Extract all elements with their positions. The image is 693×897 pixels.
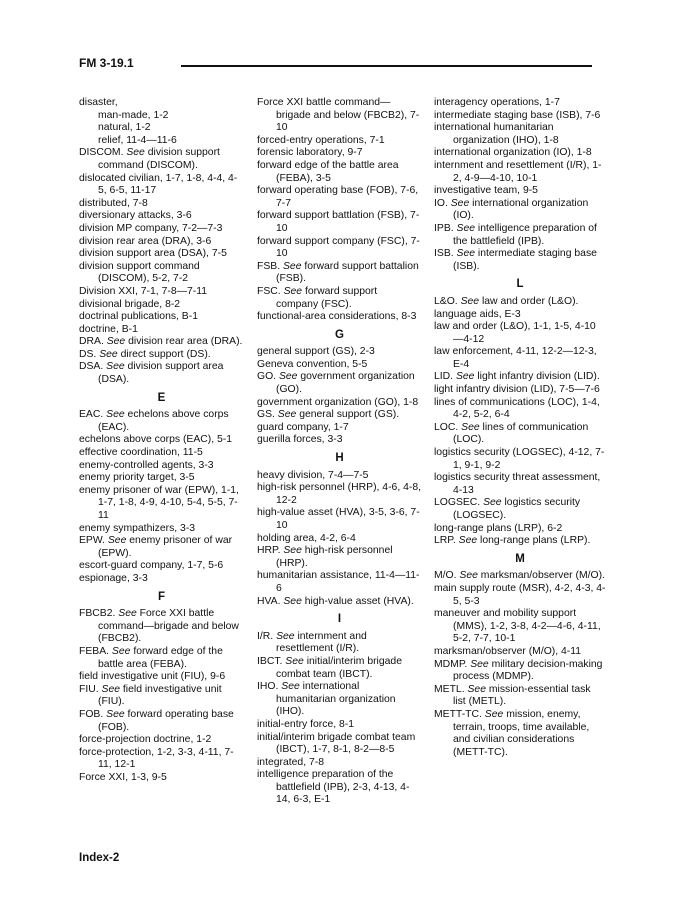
- cross-reference-entry: [79, 147, 244, 172]
- see-target: marksman/observer (M/O).: [480, 570, 605, 582]
- cross-reference-entry: [434, 223, 606, 248]
- header-rule: [181, 65, 592, 67]
- cross-reference-entry: [257, 656, 422, 681]
- see-target: high-value asset (HVA).: [304, 595, 414, 607]
- see-target: field investigative unit (FIU).: [98, 683, 222, 708]
- index-entry: forward operating base (FOB), 7-6, 7-7: [257, 185, 419, 209]
- cross-reference-entry: [257, 409, 422, 422]
- cross-reference-entry: [257, 681, 422, 719]
- index-term: EAC.: [79, 409, 104, 421]
- index-term: FIU.: [79, 683, 99, 695]
- index-term: IBCT.: [257, 655, 283, 667]
- index-entry: Force XXI battle command—brigade and below (FBCB2), 7-10: [257, 97, 420, 134]
- index-entry: initial/interim brigade combat team (IBCT), 1-7, 8-1, 8-2—8-5: [257, 731, 416, 756]
- index-entry: law enforcement, 4-11, 12-2—12-3, E-4: [434, 346, 597, 370]
- see-label: See: [283, 260, 302, 272]
- index-entry: effective coordination, 11-5: [79, 447, 203, 459]
- index-term: DISCOM.: [79, 147, 124, 159]
- index-term: GS.: [257, 409, 275, 421]
- index-entry: diversionary attacks, 3-6: [79, 210, 192, 222]
- see-label: See: [455, 371, 475, 383]
- see-target: law and order (L&O).: [481, 295, 579, 307]
- see-label: See: [278, 371, 298, 383]
- index-entry: forced-entry operations, 7-1: [257, 134, 385, 146]
- see-label: See: [456, 222, 476, 234]
- index-entry: international humanitarian organization (IHO), 1-8: [434, 122, 559, 146]
- see-target: military decision-making process (MDMP).: [453, 658, 603, 683]
- index-entry: forward edge of the battle area (FEBA), 3-5: [257, 159, 399, 184]
- index-term: GO.: [257, 371, 277, 383]
- index-entry: functional-area considerations, 8-3: [257, 311, 417, 323]
- see-target: direct support (DS).: [120, 348, 211, 360]
- index-term: HRP.: [257, 545, 281, 557]
- index-term: MDMP.: [434, 658, 468, 670]
- index-entry: division support area (DSA), 7-5: [79, 248, 227, 260]
- index-entry: Geneva convention, 5-5: [257, 358, 368, 370]
- index-entry: dislocated civilian, 1-7, 1-8, 4-4, 4-5, 6-5, 11-17: [79, 172, 238, 197]
- cross-reference-entry: [434, 535, 606, 548]
- see-label: See: [285, 655, 304, 667]
- letter-heading: M: [515, 552, 525, 565]
- index-entry: doctrine, B-1: [79, 323, 138, 335]
- cross-reference-entry: [434, 296, 606, 309]
- see-label: See: [107, 535, 127, 547]
- see-label: See: [283, 545, 302, 557]
- see-target: internment and resettlement (I/R).: [276, 630, 367, 655]
- index-term: EPW.: [79, 535, 105, 547]
- index-entry: heavy division, 7-4—7-5: [257, 469, 369, 481]
- index-entry: enemy-controlled agents, 3-3: [79, 459, 214, 471]
- see-target: government organization (GO).: [276, 371, 415, 396]
- index-entry: echelons above corps (EAC), 5-1: [79, 434, 233, 446]
- see-target: intermediate staging base (ISB).: [453, 248, 597, 272]
- see-label: See: [111, 645, 131, 657]
- see-target: general support (GS).: [299, 409, 400, 421]
- index-entry: long-range plans (LRP), 6-2: [434, 522, 563, 534]
- cross-reference-entry: [434, 709, 606, 759]
- index-entry: intermediate staging base (ISB), 7-6: [434, 109, 601, 121]
- index-entry: enemy prisoner of war (EPW), 1-1, 1-7, 1-8, 4-9, 4-10, 5-4, 5-5, 7-11: [79, 484, 239, 521]
- letter-heading: L: [516, 278, 524, 291]
- index-term: IO.: [434, 197, 448, 209]
- index-term: METL.: [434, 683, 465, 695]
- cross-reference-entry: [257, 545, 422, 570]
- index-term: FOB.: [79, 708, 104, 720]
- see-target: light infantry division (LID).: [477, 371, 600, 383]
- index-entry: main supply route (MSR), 4-2, 4-3, 4-5, 5-3: [434, 582, 606, 607]
- index-entry: Force XXI, 1-3, 9-5: [79, 771, 167, 783]
- index-entry: forensic laboratory, 9-7: [257, 147, 363, 159]
- index-entry: general support (GS), 2-3: [257, 346, 375, 358]
- letter-heading: F: [157, 590, 166, 603]
- see-label: See: [456, 248, 476, 260]
- cross-reference-entry: [79, 608, 244, 646]
- index-subentry: natural, 1-2: [98, 122, 151, 134]
- index-entry: doctrinal publications, B-1: [79, 311, 198, 323]
- index-term: LRP.: [434, 535, 456, 547]
- cross-reference-entry: [257, 631, 422, 656]
- cross-reference-entry: [434, 684, 606, 709]
- see-target: forward support company (FSC).: [276, 285, 378, 310]
- index-entry: field investigative unit (FIU), 9-6: [79, 671, 226, 683]
- see-target: division rear area (DRA).: [128, 336, 243, 348]
- see-label: See: [483, 497, 502, 509]
- see-target: lines of communication (LOC).: [453, 421, 589, 446]
- index-term: DSA.: [79, 361, 104, 373]
- index-term: I/R.: [257, 630, 274, 642]
- index-entry: divisional brigade, 8-2: [79, 298, 181, 310]
- index-entry: logistics security (LOGSEC), 4-12, 7-1, 9-1, 9-2: [434, 447, 605, 471]
- index-entry: high-risk personnel (HRP), 4-6, 4-8, 12-2: [257, 482, 422, 506]
- index-entry: high-value asset (HVA), 3-5, 3-6, 7-10: [257, 507, 420, 531]
- index-entry: internment and resettlement (I/R), 1-2, 4-9—4-10, 10-1: [434, 159, 602, 184]
- index-term: FSB.: [257, 260, 281, 272]
- index-entry: lines of communications (LOC), 1-4, 4-2, 5-2, 6-4: [434, 396, 600, 421]
- cross-reference-entry: [434, 248, 606, 273]
- see-label: See: [283, 595, 302, 607]
- index-entry: Division XXI, 7-1, 7-8—7-11: [79, 285, 208, 297]
- index-term: LOC.: [434, 421, 459, 433]
- index-entry: marksman/observer (M/O), 4-11: [434, 645, 582, 657]
- letter-heading: E: [157, 391, 166, 404]
- cross-reference-entry: [434, 659, 606, 684]
- index-term: HVA.: [257, 595, 281, 607]
- index-entry: holding area, 4-2, 6-4: [257, 532, 356, 544]
- index-entry: international organization (IO), 1-8: [434, 147, 592, 159]
- index-entry: light infantry division (LID), 7-5—7-6: [434, 384, 600, 396]
- index-term: L&O.: [434, 295, 458, 307]
- index-entry: investigative team, 9-5: [434, 185, 538, 197]
- index-entry: escort-guard company, 1-7, 5-6: [79, 560, 224, 572]
- index-entry: division MP company, 7-2—7-3: [79, 222, 223, 234]
- index-entry: logistics security threat assessment, 4-13: [434, 472, 601, 496]
- see-label: See: [118, 608, 137, 620]
- index-entry: force-protection, 1-2, 3-3, 4-11, 7-11, 12-1: [79, 746, 234, 771]
- see-target: international humanitarian organization (IHO).: [276, 681, 396, 718]
- cross-reference-entry: [434, 198, 606, 223]
- cross-reference-entry: [434, 371, 606, 384]
- see-target: forward support battalion (FSB).: [276, 260, 419, 285]
- see-label: See: [126, 147, 145, 159]
- index-entry: division rear area (DRA), 3-6: [79, 235, 212, 247]
- see-target: intelligence preparation of the battlefield (IPB).: [453, 222, 597, 247]
- index-term: IPB.: [434, 222, 454, 234]
- see-target: enemy prisoner of war (EPW).: [98, 535, 233, 559]
- letter-heading: G: [335, 328, 344, 341]
- index-term: ISB.: [434, 248, 454, 260]
- see-target: international organization (IO).: [453, 197, 589, 222]
- index-subentry: relief, 11-4—11-6: [98, 134, 177, 146]
- cross-reference-entry: [79, 709, 244, 734]
- index-term: METT-TC.: [434, 708, 482, 720]
- index-entry: initial-entry force, 8-1: [257, 718, 355, 730]
- index-entry: maneuver and mobility support (MMS), 1-2, 3-8, 4-2—4-6, 4-11, 5-2, 7-7, 10-1: [434, 608, 601, 645]
- see-target: Force XXI battle command—brigade and below (FBCB2).: [98, 608, 239, 645]
- index-entry: language aids, E-3: [434, 308, 521, 320]
- see-label: See: [276, 630, 295, 642]
- see-target: mission-essential task list (METL).: [453, 683, 591, 708]
- index-entry: division support command (DISCOM), 5-2, 7-2: [79, 260, 200, 285]
- index-entry: disaster,: [79, 97, 118, 108]
- see-label: See: [450, 197, 470, 209]
- index-entry: enemy sympathizers, 3-3: [79, 522, 196, 534]
- see-label: See: [106, 361, 125, 373]
- see-target: logistics security (LOGSEC).: [453, 497, 581, 521]
- cross-reference-entry: [257, 261, 422, 286]
- index-term: DS.: [79, 348, 97, 360]
- page-number: Index-2: [79, 852, 120, 864]
- index-term: FSC.: [257, 285, 281, 297]
- running-header: FM 3-19.1: [79, 56, 134, 70]
- index-entry: force-projection doctrine, 1-2: [79, 734, 212, 746]
- see-target: long-range plans (LRP).: [480, 535, 591, 547]
- index-entry: enemy priority target, 3-5: [79, 472, 195, 484]
- cross-reference-entry: [79, 684, 244, 709]
- index-term: LOGSEC.: [434, 497, 481, 509]
- see-label: See: [458, 535, 478, 547]
- cross-reference-entry: [79, 349, 244, 362]
- index-column-1: [79, 97, 244, 784]
- cross-reference-entry: [257, 286, 422, 311]
- cross-reference-entry: [79, 646, 244, 671]
- cross-reference-entry: [434, 422, 606, 447]
- cross-reference-entry: [79, 336, 244, 349]
- index-entry: guerilla forces, 3-3: [257, 434, 343, 446]
- cross-reference-entry: [79, 409, 244, 434]
- see-target: initial/interim brigade combat team (IBCT).: [276, 655, 402, 680]
- see-target: division support area (DSA).: [98, 361, 224, 386]
- cross-reference-entry: [257, 596, 422, 609]
- cross-reference-entry: [257, 371, 422, 396]
- index-entry: forward support battlation (FSB), 7-10: [257, 210, 420, 234]
- see-target: high-risk personnel (HRP).: [276, 545, 393, 569]
- index-entry: forward support company (FSC), 7-10: [257, 235, 420, 260]
- see-label: See: [467, 683, 486, 695]
- see-label: See: [484, 708, 504, 720]
- index-column-2: [257, 97, 422, 807]
- letter-heading: I: [337, 613, 342, 626]
- index-term: FBCB2.: [79, 608, 116, 620]
- index-term: DRA.: [79, 336, 104, 348]
- index-entry: humanitarian assistance, 11-4—11-6: [257, 570, 420, 594]
- see-label: See: [281, 681, 300, 693]
- see-label: See: [461, 421, 480, 433]
- index-entry: integrated, 7-8: [257, 756, 325, 768]
- see-label: See: [106, 409, 125, 421]
- see-target: forward operating base (FOB).: [98, 708, 234, 733]
- index-subentry: man-made, 1-2: [98, 109, 169, 121]
- see-label: See: [283, 285, 303, 297]
- index-entry: law and order (L&O), 1-1, 1-5, 4-10—4-12: [434, 321, 596, 345]
- see-label: See: [106, 708, 125, 720]
- see-label: See: [460, 295, 480, 307]
- index-term: FEBA.: [79, 645, 110, 657]
- index-entry: interagency operations, 1-7: [434, 97, 560, 108]
- index-entry: distributed, 7-8: [79, 197, 148, 209]
- cross-reference-entry: [79, 535, 244, 560]
- index-term: M/O.: [434, 570, 457, 582]
- cross-reference-entry: [434, 497, 606, 522]
- see-label: See: [99, 348, 118, 360]
- see-label: See: [101, 683, 121, 695]
- index-entry: espionage, 3-3: [79, 572, 148, 584]
- index-entry: guard company, 1-7: [257, 421, 349, 433]
- see-target: division support command (DISCOM).: [98, 147, 220, 171]
- index-entry: government organization (GO), 1-8: [257, 396, 419, 408]
- cross-reference-entry: [434, 570, 606, 583]
- cross-reference-entry: [79, 361, 244, 386]
- see-label: See: [459, 570, 478, 582]
- index-column-3: [434, 97, 606, 759]
- index-term: IHO.: [257, 681, 279, 693]
- letter-heading: H: [335, 452, 344, 465]
- see-target: echelons above corps (EAC).: [98, 409, 229, 433]
- index-term: LID.: [434, 371, 454, 383]
- see-target: mission, enemy, terrain, troops, time available, and civilian considerations (METT-TC).: [453, 708, 590, 758]
- see-label: See: [470, 658, 489, 670]
- see-target: forward edge of the battle area (FEBA).: [98, 645, 223, 670]
- see-label: See: [106, 336, 126, 348]
- see-label: See: [277, 409, 297, 421]
- index-entry: intelligence preparation of the battlefield (IPB), 2-3, 4-13, 4-14, 6-3, E-1: [257, 769, 410, 806]
